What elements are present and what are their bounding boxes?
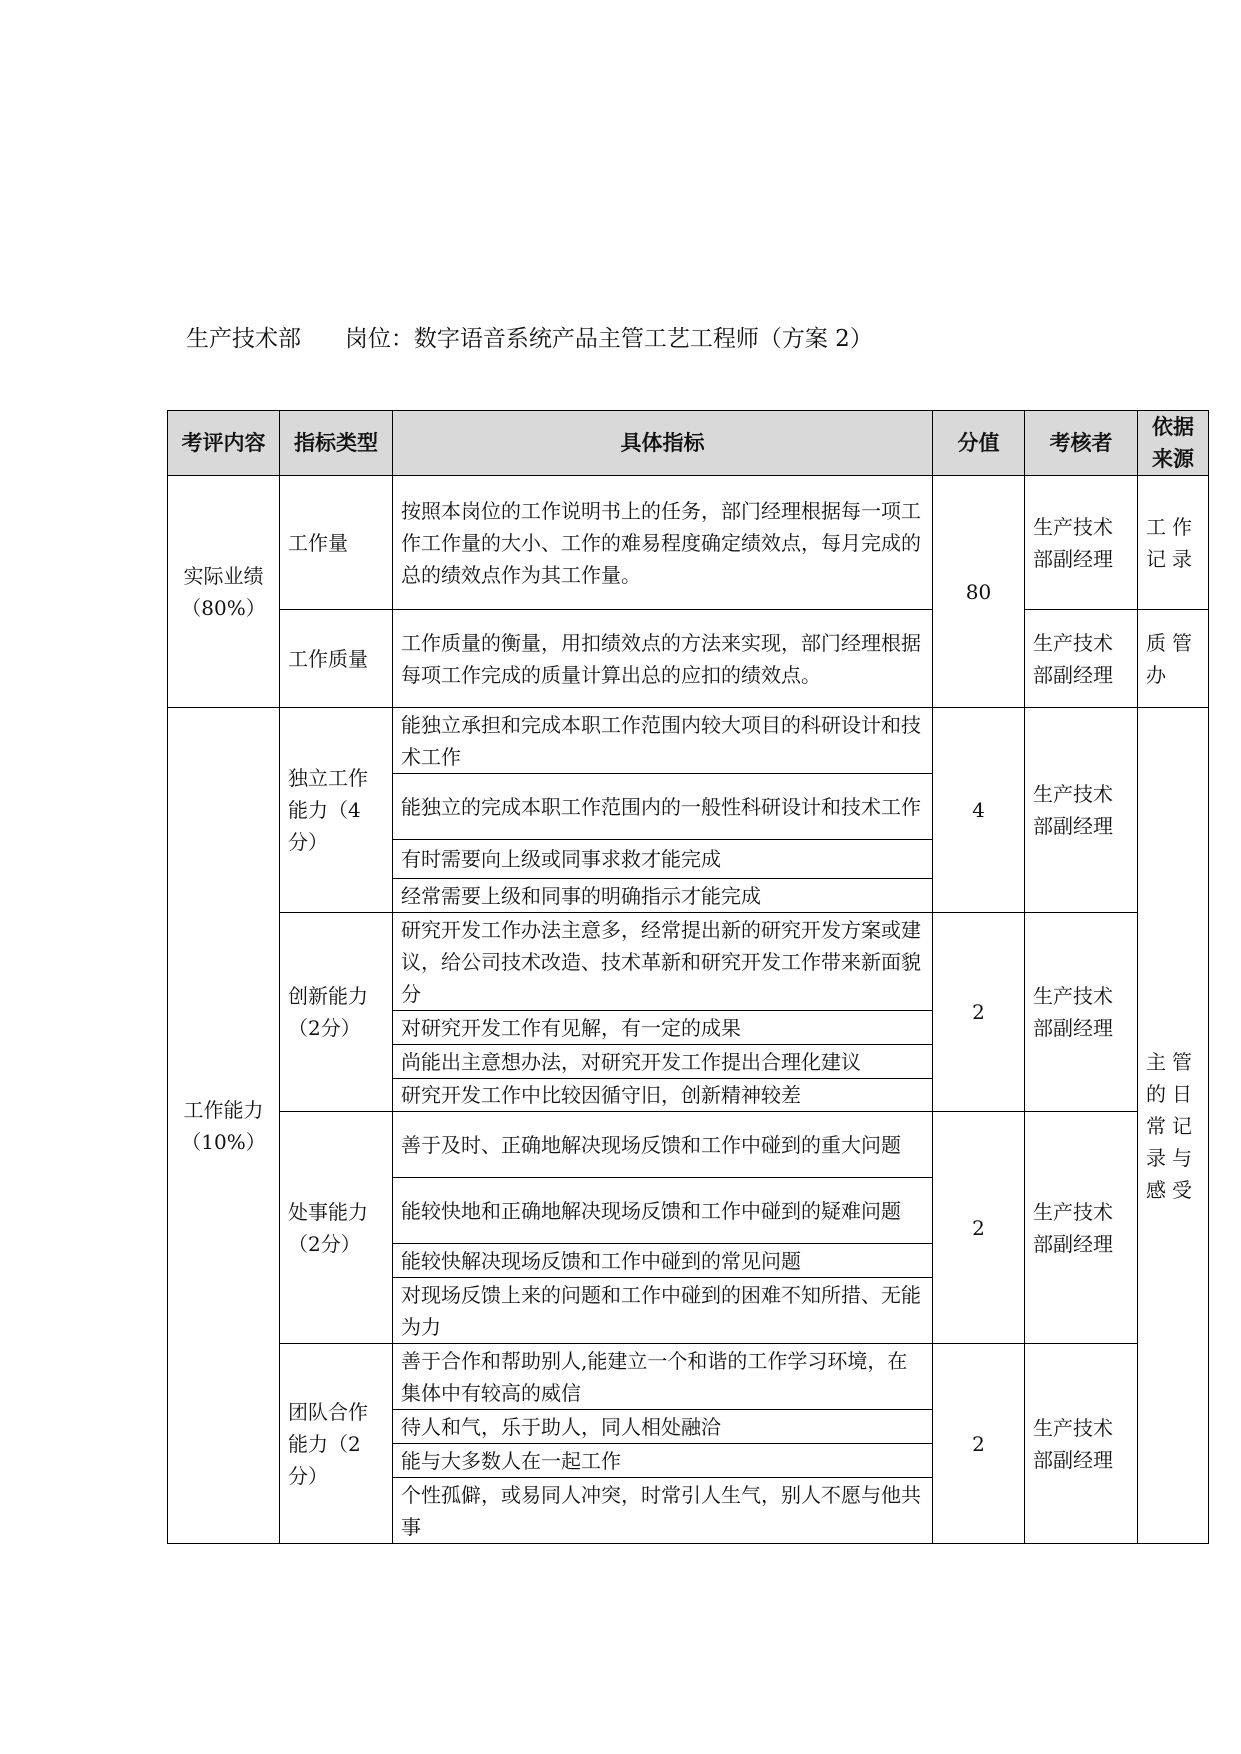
indicator-text: 善于合作和帮助别人,能建立一个和谐的工作学习环境，在集体中有较高的威信 [393,1344,933,1410]
indicator-text: 能独立承担和完成本职工作范围内较大项目的科研设计和技术工作 [393,708,933,774]
indicator-type: 工作量 [280,476,393,610]
evaluation-table [167,410,1209,1544]
department-name: 生产技术部 [186,326,301,352]
indicator-text: 经常需要上级和同事的明确指示才能完成 [393,879,933,913]
indicator-type: 创新能力（2分） [280,913,393,1112]
header-assessor: 考核者 [1025,411,1138,476]
indicator-type: 工作质量 [280,610,393,708]
table-row [168,476,1209,610]
assessor: 生产技术部副经理 [1025,708,1138,913]
indicator-text: 研究开发工作办法主意多，经常提出新的研究开发方案或建议，给公司技术改造、技术革新和研究开发工作带来新面貌分 [393,913,933,1011]
table-row [168,708,1209,774]
table-row [168,1344,1209,1410]
assessor: 生产技术部副经理 [1025,476,1138,610]
indicator-text: 对研究开发工作有见解，有一定的成果 [393,1011,933,1045]
table-row [168,610,1209,708]
indicator-text: 能独立的完成本职工作范围内的一般性科研设计和技术工作 [393,774,933,840]
indicator-text: 对现场反馈上来的问题和工作中碰到的困难不知所措、无能为力 [393,1278,933,1344]
score-value: 2 [933,1344,1025,1544]
table-row [168,1112,1209,1178]
indicator-text: 能较快地和正确地解决现场反馈和工作中碰到的疑难问题 [393,1178,933,1244]
header-indicator: 具体指标 [393,411,933,476]
assessor: 生产技术部副经理 [1025,913,1138,1112]
indicator-type: 团队合作能力（2分） [280,1344,393,1544]
indicator-text: 个性孤僻，或易同人冲突，时常引人生气，别人不愿与他共事 [393,1478,933,1544]
indicator-text: 研究开发工作中比较因循守旧，创新精神较差 [393,1079,933,1112]
header-source: 依据来源 [1138,411,1209,476]
assessor: 生产技术部副经理 [1025,1344,1138,1544]
score-value: 2 [933,913,1025,1112]
table-header-row [168,411,1209,476]
section-content-performance: 实际业绩（80%） [168,476,280,708]
indicator-type: 处事能力（2分） [280,1112,393,1344]
indicator-text: 善于及时、正确地解决现场反馈和工作中碰到的重大问题 [393,1112,933,1178]
indicator-text: 按照本岗位的工作说明书上的任务，部门经理根据每一项工作工作量的大小、工作的难易程度确定绩效点，每月完成的总的绩效点作为其工作量。 [393,476,933,610]
indicator-text: 有时需要向上级或同事求救才能完成 [393,840,933,879]
indicator-text: 尚能出主意想办法，对研究开发工作提出合理化建议 [393,1045,933,1079]
header-type: 指标类型 [280,411,393,476]
indicator-text: 能与大多数人在一起工作 [393,1444,933,1478]
score-value: 4 [933,708,1025,913]
header-content: 考评内容 [168,411,280,476]
indicator-text: 待人和气，乐于助人，同人相处融洽 [393,1410,933,1444]
assessor: 生产技术部副经理 [1025,610,1138,708]
score-value: 80 [933,476,1025,708]
source: 质管办 [1138,610,1209,708]
indicator-text: 工作质量的衡量，用扣绩效点的方法来实现，部门经理根据每项工作完成的质量计算出总的应扣的绩效点。 [393,610,933,708]
page-heading [186,320,873,353]
header-score: 分值 [933,411,1025,476]
table-row [168,913,1209,1011]
position-title: 岗位：数字语音系统产品主管工艺工程师（方案 2） [344,326,873,352]
assessor: 生产技术部副经理 [1025,1112,1138,1344]
indicator-text: 能较快解决现场反馈和工作中碰到的常见问题 [393,1244,933,1278]
score-value: 2 [933,1112,1025,1344]
section-content-ability: 工作能力（10%） [168,708,280,1544]
source: 主管的日常记录与感受 [1138,708,1209,1544]
indicator-type: 独立工作能力（4分） [280,708,393,913]
source: 工作记录 [1138,476,1209,610]
